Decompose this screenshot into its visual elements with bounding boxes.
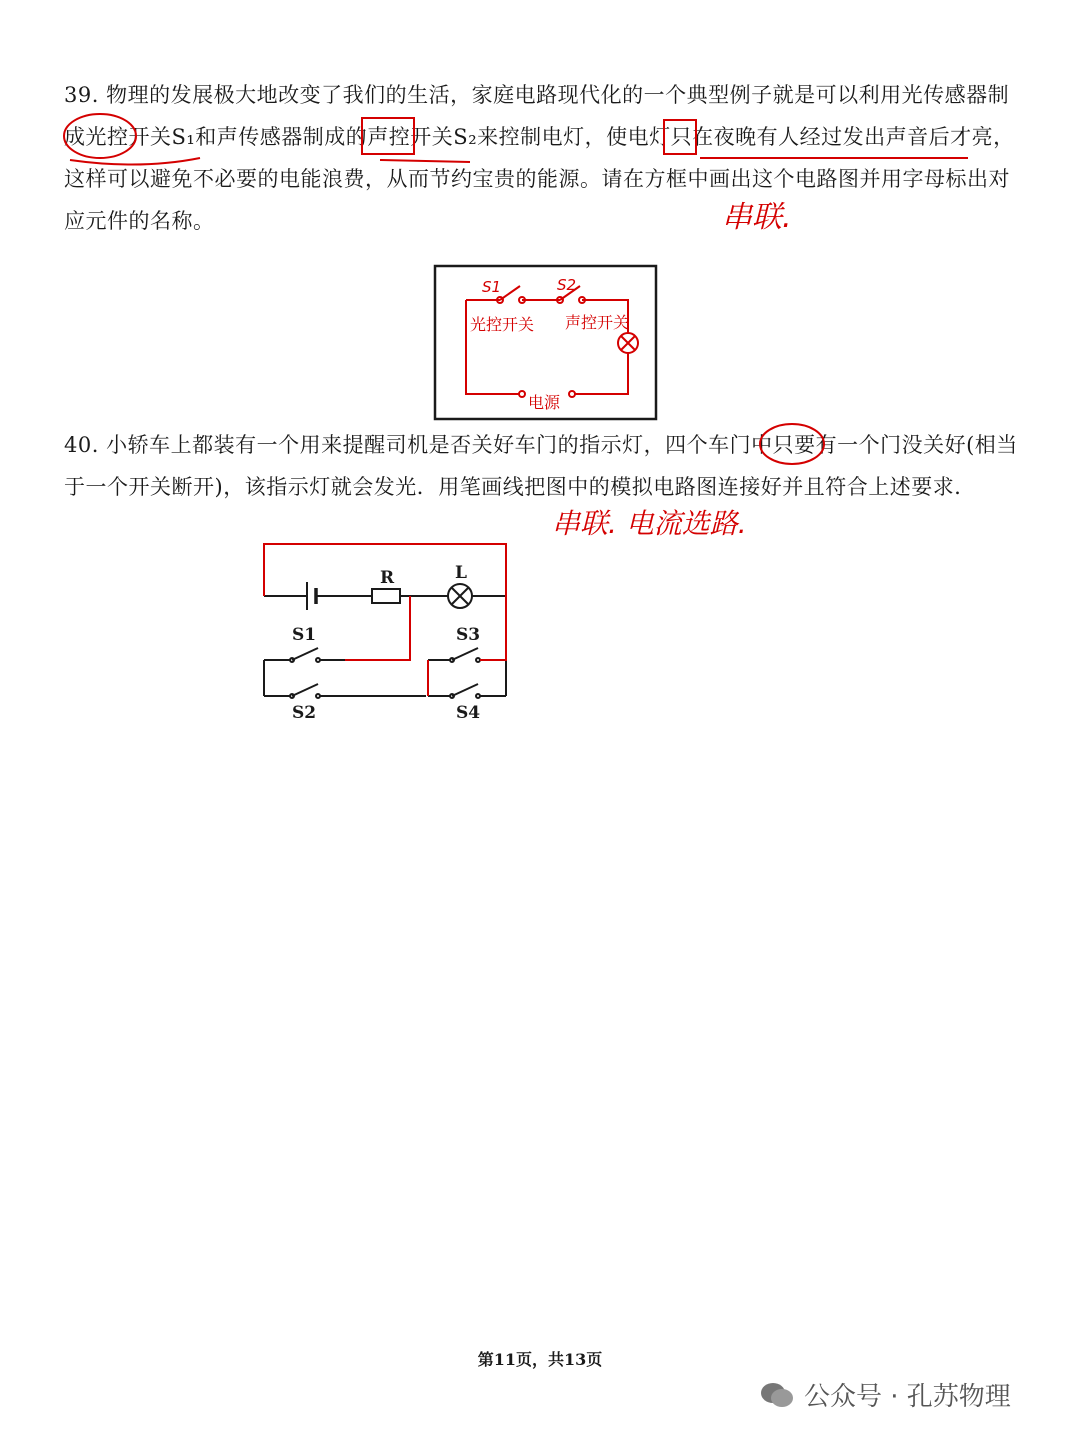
s1-name-label: 光控开关 — [470, 315, 535, 334]
page-number-footer: 第11页，共13页 — [477, 1350, 603, 1369]
s1-switch-label: S1 — [292, 625, 317, 645]
box-zhi — [664, 120, 696, 154]
underline-s2 — [380, 160, 470, 162]
s1-label: S1 — [482, 278, 502, 296]
s3-switch-label: S3 — [456, 625, 481, 645]
resistor-icon — [372, 589, 400, 603]
watermark-text: 公众号 · 孔苏物理 — [804, 1382, 1011, 1412]
s1-switch-blade — [292, 648, 318, 660]
s3-switch-blade — [452, 648, 478, 660]
q40-text-markup — [760, 424, 824, 464]
resistor-label: R — [380, 568, 395, 588]
source-label: 电源 — [528, 393, 561, 412]
circle-guangkong — [64, 114, 136, 158]
s4-switch-blade — [452, 684, 478, 696]
wechat-icon — [760, 1381, 794, 1409]
watermark — [760, 1376, 1011, 1413]
underline-s1 — [70, 158, 200, 165]
question-40-text: 40. 小轿车上都装有一个用来提醒司机是否关好车门的指示灯，四个车门中只要有一个门没关好(相当于一个开关断开)，该指示灯就会发光．用笔画线把图中的模拟电路图连接好并且符合上述要求． — [64, 433, 1018, 499]
s2-switch-label: S2 — [292, 703, 317, 723]
s2-name-label: 声控开关 — [565, 313, 630, 332]
q39-text-markup — [64, 114, 968, 165]
q39-answer-box — [435, 266, 656, 419]
circle-zhiyao — [760, 424, 824, 464]
q39-handwritten-note: 串联. — [722, 200, 792, 235]
q40-red-wiring — [264, 544, 506, 696]
s2-switch-blade — [292, 684, 318, 696]
box-shengkong — [362, 118, 414, 154]
q39-red-circuit — [466, 286, 638, 397]
question-39-text: 39. 物理的发展极大地改变了我们的生活，家庭电路现代化的一个典型例子就是可以利用光传感器制成光控开关S₁和声传感器制成的声控开关S₂来控制电灯，使电灯只在夜晚有人经过发出声音后才亮，这样可以避免不必要的电能浪费，从而节约宝贵的能源。请在方框中画出这个电路图并用字母标出对应元件的名称。 — [64, 83, 1015, 233]
q40-handwritten-note: 串联. 电流选路. — [552, 507, 747, 540]
s2-label: S2 — [557, 276, 577, 294]
s4-switch-label: S4 — [456, 703, 481, 723]
lamp-label: L — [455, 563, 467, 583]
